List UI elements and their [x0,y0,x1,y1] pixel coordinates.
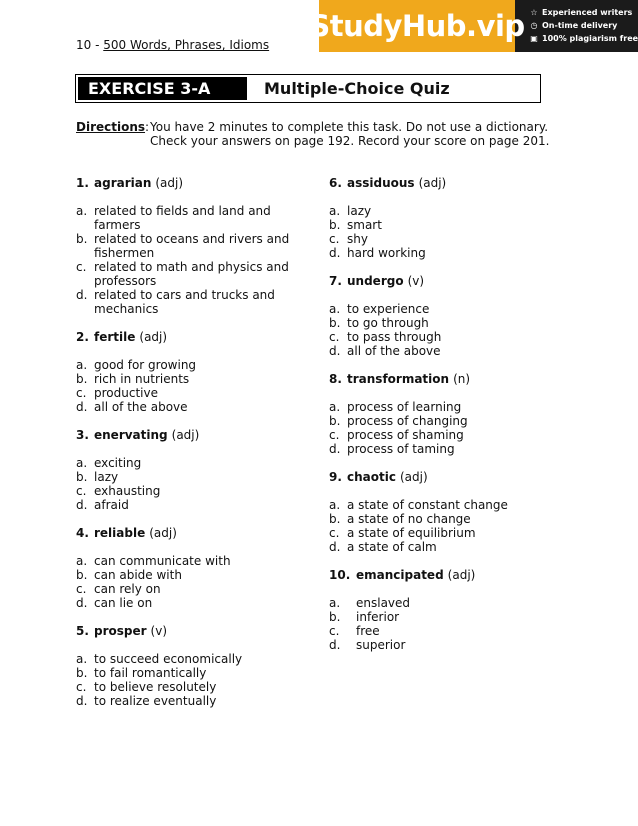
answer-option [329,610,569,624]
question-number: 6. [329,176,342,190]
answer-option [329,330,569,344]
page-header [76,38,269,52]
option-letter: c. [329,526,340,540]
option-letter: a. [76,456,88,470]
option-text: to succeed economically [94,652,243,666]
option-letter: c. [76,680,87,694]
option-text: a state of no change [347,512,471,526]
part-of-speech: (adj) [447,568,476,582]
quiz-title: Multiple-Choice Quiz [264,79,450,98]
answer-option [329,540,569,554]
question-heading [76,330,306,344]
answer-option [76,260,306,288]
question-number: 5. [76,624,89,638]
book-title: 500 Words, Phrases, Idioms [103,38,270,52]
option-letter: c. [76,386,87,400]
answer-option [76,652,306,666]
option-letter: c. [329,624,340,638]
question-word: assiduous [347,176,415,190]
option-letter: d. [76,498,88,512]
question-word: undergo [347,274,404,288]
option-text: a state of equilibrium [347,526,476,540]
question [76,330,306,414]
option-text: process of taming [347,442,455,456]
option-letter: a. [76,204,88,218]
option-letter: b. [329,218,341,232]
option-letter: b. [76,568,88,582]
question-number: 7. [329,274,342,288]
question [76,176,306,316]
question-word: reliable [94,526,146,540]
question-number: 2. [76,330,89,344]
option-text: good for growing [94,358,197,372]
option-text: a state of calm [347,540,437,554]
option-text: to believe resolutely [94,680,217,694]
answer-option [329,526,569,540]
banner-feature [529,19,638,32]
answer-option [329,316,569,330]
part-of-speech: (adj) [171,428,200,442]
option-letter: c. [76,484,87,498]
questions-left-column [76,176,306,722]
option-text: to go through [347,316,429,330]
answer-option [329,512,569,526]
question-word: transformation [347,372,450,386]
answer-option [76,582,306,596]
question-number: 10. [329,568,351,582]
option-text: rich in nutrients [94,372,190,386]
option-letter: d. [76,288,88,302]
option-text: process of learning [347,400,462,414]
banner-features [515,0,638,52]
option-text: related to fields and land and farmers [94,204,271,232]
option-text: lazy [347,204,372,218]
option-text: to experience [347,302,430,316]
exercise-label: EXERCISE 3-A [78,77,247,100]
answer-option [329,428,569,442]
option-letter: b. [329,512,341,526]
option-letter: d. [76,400,88,414]
option-text: related to oceans and rivers and fishermen [94,232,290,260]
exercise-title-bar [75,74,541,103]
answer-option [329,204,569,218]
option-text: all of the above [347,344,441,358]
option-text: exciting [94,456,142,470]
option-letter: a. [76,652,88,666]
directions-label: Directions [76,120,146,134]
answer-option [76,596,306,610]
option-text: hard working [347,246,426,260]
part-of-speech: (adj) [149,526,177,540]
option-letter: c. [329,428,340,442]
option-text: productive [94,386,158,400]
answer-option [329,596,569,610]
option-text: can rely on [94,582,161,596]
option-text: to realize eventually [94,694,217,708]
option-letter: d. [329,246,341,260]
answer-option [76,498,306,512]
part-of-speech: (v) [150,624,168,638]
answer-option [329,414,569,428]
option-letter: c. [329,330,340,344]
option-text: a state of constant change [347,498,508,512]
banner-feature [529,32,638,45]
question [329,176,569,260]
option-letter: d. [76,596,88,610]
questions-right-column [329,176,569,666]
option-letter: a. [329,204,341,218]
part-of-speech: (adj) [399,470,428,484]
option-text: can lie on [94,596,153,610]
banner-feature-text: 100% plagiarism free [542,34,638,43]
option-letter: c. [329,232,340,246]
banner-feature-text: Experienced writers [542,8,633,17]
answer-option [76,470,306,484]
answer-option [76,568,306,582]
option-letter: b. [76,232,88,246]
option-letter: d. [329,344,341,358]
question-number: 8. [329,372,342,386]
option-text: all of the above [94,400,188,414]
option-text: smart [347,218,382,232]
answer-option [76,400,306,414]
answer-option [329,400,569,414]
option-text: related to math and physics and professors [94,260,289,288]
option-text: lazy [94,470,119,484]
question-number: 3. [76,428,89,442]
option-letter: a. [329,596,341,610]
question-word: agrarian [94,176,152,190]
answer-option [76,680,306,694]
question [329,568,569,652]
answer-option [76,666,306,680]
part-of-speech: (adj) [418,176,447,190]
question-number: 4. [76,526,89,540]
option-text: free [356,624,380,638]
answer-option [329,624,569,638]
option-text: enslaved [356,596,411,610]
part-of-speech: (n) [453,372,471,386]
question-heading [329,372,569,386]
answer-option [329,218,569,232]
document-icon: ▣ [530,34,538,43]
answer-option [76,288,306,316]
option-letter: a. [329,400,341,414]
option-letter: d. [329,638,341,652]
question-heading [329,470,569,484]
answer-option [76,386,306,400]
part-of-speech: (adj) [155,176,184,190]
option-text: related to cars and trucks and mechanics [94,288,275,316]
option-text: afraid [94,498,129,512]
answer-option [76,456,306,470]
option-text: process of changing [347,414,468,428]
question [76,624,306,708]
option-letter: d. [329,442,341,456]
question-word: fertile [94,330,136,344]
question-heading [76,176,306,190]
option-letter: b. [76,666,88,680]
option-letter: b. [329,610,341,624]
banner-feature-text: On-time delivery [542,21,618,30]
answer-option [76,554,306,568]
option-text: to pass through [347,330,442,344]
clock-icon: ◷ [530,21,538,30]
option-letter: a. [329,302,341,316]
option-letter: c. [76,582,87,596]
answer-option [76,484,306,498]
option-text: exhausting [94,484,161,498]
option-letter: b. [329,316,341,330]
directions-line-2: Check your answers on page 192. Record your score on page 201. [150,134,550,148]
answer-option [329,232,569,246]
option-letter: b. [329,414,341,428]
option-letter: d. [76,694,88,708]
directions: Directions: You have 2 minutes to complete this task. Do not use a dictionary. Check your answers on page 192. Record your score on page 201. [76,120,550,148]
question-word: prosper [94,624,147,638]
question [76,428,306,512]
question [329,372,569,456]
question-heading [329,176,569,190]
question [329,274,569,358]
option-text: process of shaming [347,428,464,442]
option-letter: a. [329,498,341,512]
option-letter: b. [76,372,88,386]
answer-option [329,246,569,260]
answer-option [76,358,306,372]
question-number: 9. [329,470,342,484]
question-heading [76,624,306,638]
part-of-speech: (adj) [139,330,168,344]
option-text: inferior [356,610,400,624]
part-of-speech: (v) [407,274,425,288]
question-heading [329,568,569,582]
answer-option [329,638,569,652]
question-word: emancipated [356,568,444,582]
option-letter: c. [76,260,87,274]
studyhub-logo[interactable]: StudyHub.vip [319,0,515,52]
banner-feature [529,6,638,19]
answer-option [329,344,569,358]
answer-option [76,372,306,386]
studyhub-banner[interactable] [309,0,638,52]
question-heading [329,274,569,288]
page-number: 10 - [76,38,100,52]
option-text: can communicate with [94,554,231,568]
option-letter: d. [329,540,341,554]
answer-option [329,302,569,316]
option-text: can abide with [94,568,182,582]
option-letter: a. [76,554,88,568]
question [76,526,306,610]
question [329,470,569,554]
option-letter: a. [76,358,88,372]
answer-option [76,204,306,232]
answer-option [329,442,569,456]
answer-option [329,498,569,512]
directions-line-1: You have 2 minutes to complete this task. Do not use a dictionary. [150,120,549,134]
option-letter: b. [76,470,88,484]
star-icon: ☆ [530,8,538,17]
question-number: 1. [76,176,89,190]
question-word: chaotic [347,470,396,484]
question-heading [76,526,306,540]
question-heading [76,428,306,442]
answer-option [76,232,306,260]
option-text: to fail romantically [94,666,207,680]
option-text: superior [356,638,406,652]
option-text: shy [347,232,368,246]
answer-option [76,694,306,708]
question-word: enervating [94,428,168,442]
